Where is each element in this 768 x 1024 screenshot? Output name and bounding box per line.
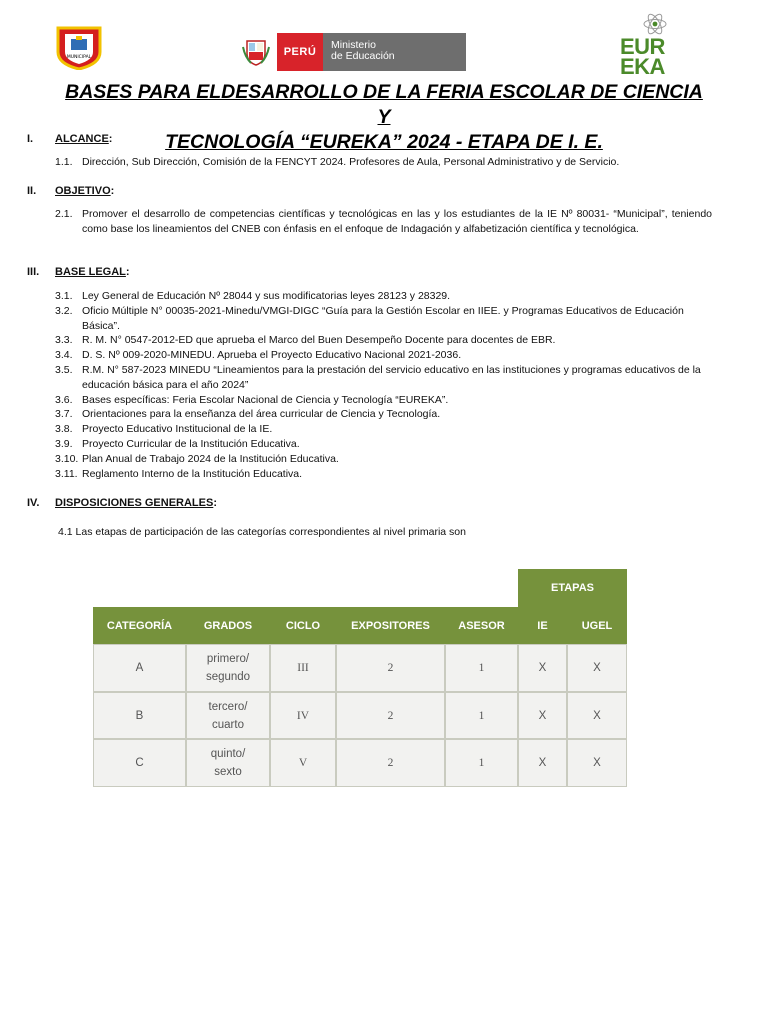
- item-number: 3.5.: [55, 363, 73, 376]
- item-text: Ley General de Educación Nº 28044 y sus modificatorias leyes 28123 y 28329.: [82, 290, 451, 302]
- school-logo-text: MUNICIPAL: [66, 55, 92, 60]
- table-cell-ugel: X: [567, 739, 627, 787]
- table-cell-ugel: X: [567, 692, 627, 739]
- section-objetivo: [27, 185, 114, 197]
- list-item: [55, 422, 715, 437]
- section-disposiciones: [27, 497, 217, 509]
- title-line1: BASES PARA ELDESARROLLO DE LA FERIA ESCOLAR DE CIENCIA Y: [65, 81, 703, 128]
- eureka-logo: [618, 12, 692, 78]
- table-cell-ugel: X: [567, 644, 627, 692]
- item-text: Plan Anual de Trabajo 2024 de la Institución Educativa.: [82, 452, 339, 465]
- table-header-categoria: CATEGORÍA: [93, 607, 186, 644]
- grado-line1: tercero/: [208, 700, 248, 713]
- item-text: R.M. N° 587-2023 MINEDU “Lineamientos para la prestación del servicio educativo en las instituciones y programas educativos de la educación básica para el año 2024”: [82, 363, 701, 391]
- item-text: Reglamento Interno de la Institución Educativa.: [82, 467, 303, 480]
- item-number: 3.1.: [55, 290, 73, 302]
- item-number: 3.4.: [55, 349, 73, 362]
- table-header-asesor: ASESOR: [445, 607, 518, 644]
- ministry-line2: de Educación: [331, 50, 395, 62]
- table-cell-grados: [186, 692, 270, 739]
- grado-line2: segundo: [205, 671, 251, 683]
- table-header-etapas: ETAPAS: [518, 569, 627, 607]
- atom-icon: [642, 12, 668, 36]
- item-text: Oficio Múltiple N° 00035-2021-Minedu/VMGI-DIGC “Guía para la Gestión Escolar en IIEE. y Programas Educativos de Educación Básica”.: [82, 304, 684, 332]
- table-cell-ciclo: III: [270, 644, 336, 692]
- alcance-item: [55, 155, 715, 170]
- eureka-line2: EKA: [620, 54, 665, 79]
- section-colon: :: [108, 133, 113, 145]
- ministry-logo: [235, 33, 466, 71]
- item-number: 3.6.: [55, 393, 73, 406]
- item-text: Orientaciones para la enseñanza del área curricular de Ciencia y Tecnología.: [82, 408, 441, 421]
- categories-table: [93, 569, 627, 787]
- item-number: 3.2.: [55, 304, 73, 317]
- table-cell-asesor: 1: [445, 644, 518, 692]
- table-cell-expositores: 2: [336, 692, 445, 739]
- grado-line1: quinto/: [210, 748, 246, 760]
- section-number: I.: [27, 133, 34, 145]
- grado-line1: primero/: [206, 653, 250, 665]
- section-heading: DISPOSICIONES GENERALES: [55, 497, 214, 509]
- item-number: 3.9.: [55, 437, 73, 450]
- item-number: 3.8.: [55, 423, 73, 436]
- peru-shield-icon: [235, 33, 277, 71]
- list-item: [55, 452, 715, 467]
- disposiciones-intro: 4.1 Las etapas de participación de las categorías correspondientes al nivel primaria son: [58, 526, 466, 538]
- section-number: II.: [27, 185, 37, 197]
- table-cell-ciclo: IV: [270, 692, 336, 739]
- section-number: IV.: [27, 497, 40, 509]
- peru-label: PERÚ: [277, 33, 323, 71]
- item-number: 3.3.: [55, 334, 73, 347]
- list-item: [55, 304, 715, 334]
- item-text: Dirección, Sub Dirección, Comisión de la FENCYT 2024. Profesores de Aula, Personal Administrativo y de Servicio.: [82, 156, 620, 168]
- table-cell-categoria: B: [93, 692, 186, 739]
- table-cell-categoria: A: [93, 644, 186, 692]
- objetivo-item: [55, 207, 712, 237]
- grado-line2: sexto: [214, 766, 242, 778]
- school-crest-icon: [54, 22, 104, 70]
- title-line2: TECNOLOGÍA “EUREKA” 2024 - ETAPA DE I. E.: [165, 131, 603, 153]
- table-header-ie: IE: [518, 607, 567, 644]
- item-number: 1.1.: [55, 156, 73, 168]
- base-legal-list: [55, 289, 715, 481]
- list-item: [55, 437, 715, 452]
- table-cell-grados: [186, 644, 270, 692]
- list-item: [55, 289, 715, 304]
- item-number: 3.11.: [55, 467, 78, 480]
- item-text: Promover el desarrollo de competencias científicas y tecnológicas en las y los estudiantes de la IE Nº 80031- “Municipal”, teniendo como base los lineamientos del CNEB con énfasis en el enfoque de Indagación y alfabetización científica y tecnológica.: [82, 208, 712, 235]
- table-cell-ie: X: [518, 644, 567, 692]
- item-text: Proyecto Curricular de la Institución Educativa.: [82, 437, 300, 450]
- list-item: [55, 467, 715, 482]
- section-heading: ALCANCE: [55, 133, 109, 145]
- ministry-name: [323, 33, 466, 71]
- section-colon: :: [110, 185, 115, 197]
- table-cell-asesor: 1: [445, 692, 518, 739]
- table-header-grados: GRADOS: [186, 607, 270, 644]
- table-cell-ciclo: V: [270, 739, 336, 787]
- table-cell-expositores: 2: [336, 644, 445, 692]
- list-item: [55, 407, 715, 422]
- item-text: R. M. N° 0547-2012-ED que aprueba el Marco del Buen Desempeño Docente para docentes de EBR.: [82, 334, 556, 347]
- list-item: [55, 348, 715, 363]
- section-heading: OBJETIVO: [55, 185, 111, 197]
- section-colon: :: [213, 497, 217, 509]
- ministry-line1: Ministerio: [331, 39, 376, 51]
- table-cell-expositores: 2: [336, 739, 445, 787]
- table-cell-ie: X: [518, 692, 567, 739]
- list-item: [55, 393, 715, 408]
- section-number: III.: [27, 266, 40, 278]
- table-header-ciclo: CICLO: [270, 607, 336, 644]
- section-alcance: [27, 133, 112, 145]
- item-number: 3.7.: [55, 408, 73, 421]
- table-header-expositores: EXPOSITORES: [336, 607, 445, 644]
- list-item: [55, 333, 715, 348]
- section-heading: BASE LEGAL: [55, 266, 126, 278]
- section-base-legal: [27, 266, 130, 278]
- list-item: [55, 363, 715, 393]
- item-text: D. S. Nº 009-2020-MINEDU. Aprueba el Proyecto Educativo Nacional 2021-2036.: [82, 349, 462, 362]
- school-logo: [54, 22, 104, 70]
- item-number: 2.1.: [55, 208, 73, 220]
- item-text: Bases específicas: Feria Escolar Nacional de Ciencia y Tecnología “EUREKA”.: [82, 393, 449, 406]
- grado-line2: cuarto: [212, 718, 244, 731]
- table-cell-ie: X: [518, 739, 567, 787]
- table-cell-categoria: C: [93, 739, 186, 787]
- eureka-line1: EUR: [620, 34, 665, 59]
- table-cell-grados: [186, 739, 270, 787]
- table-header-ugel: UGEL: [567, 607, 627, 644]
- item-text: Proyecto Educativo Institucional de la IE.: [82, 423, 273, 436]
- table-cell-asesor: 1: [445, 739, 518, 787]
- item-number: 3.10.: [55, 452, 79, 465]
- section-colon: :: [125, 266, 130, 278]
- document-title: [60, 80, 708, 155]
